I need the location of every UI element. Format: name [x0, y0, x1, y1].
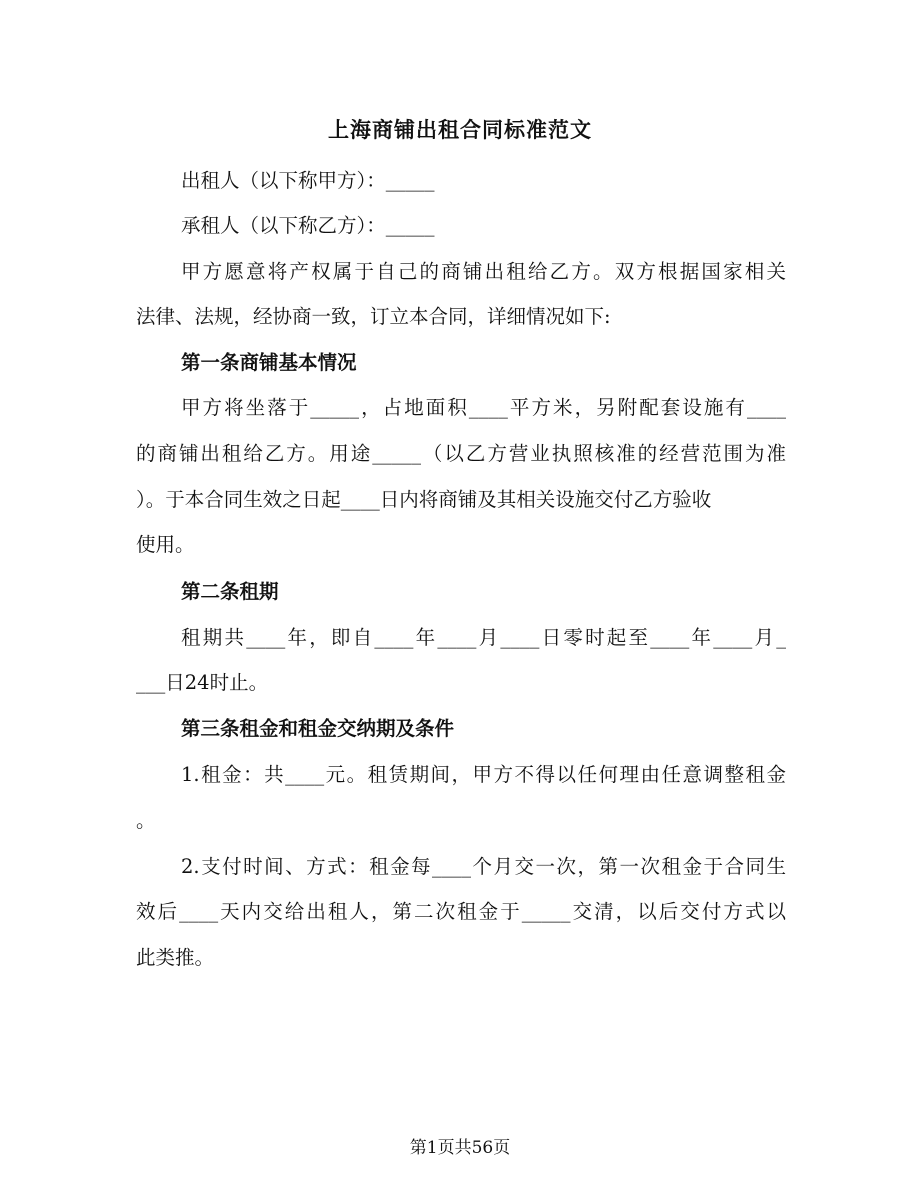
page-number-footer: 第1页共56页 — [409, 1138, 511, 1158]
section2-line-2: ___日24时止。 — [136, 671, 269, 694]
paragraph-intro-line-1: 甲方愿意将产权属于自己的商铺出租给乙方。双方根据国家相关 — [181, 260, 786, 283]
section-heading-2: 第二条租期 — [181, 580, 279, 603]
section3-item2-line-3: 此类推。 — [136, 946, 215, 969]
section2-line-1: 租期共____年，即自____年____月____日零时起至____年____月_ — [181, 626, 786, 649]
section1-line-2: 的商铺出租给乙方。用途_____（以乙方营业执照核准的经营范围为准 — [136, 442, 786, 465]
section1-line-1: 甲方将坐落于_____，占地面积____平方米，另附配套设施有____ — [181, 396, 786, 419]
lessee-line: 承租人（以下称乙方）：_____ — [181, 214, 435, 237]
paragraph-intro-line-2: 法律、法规，经协商一致，订立本合同，详细情况如下: — [136, 305, 611, 328]
section-heading-1: 第一条商铺基本情况 — [181, 351, 357, 374]
section3-item2-line-1: 2.支付时间、方式：租金每____个月交一次，第一次租金于合同生 — [181, 855, 786, 878]
section1-line-4: 使用。 — [136, 533, 195, 556]
section3-item1-line-2: 。 — [136, 809, 156, 832]
section3-item2-line-2: 效后____天内交给出租人，第二次租金于_____交清，以后交付方式以 — [136, 900, 786, 923]
document-title: 上海商铺出租合同标准范文 — [328, 117, 592, 142]
section1-line-3: ）。于本合同生效之日起____日内将商铺及其相关设施交付乙方验收 — [136, 488, 712, 511]
section3-item1-line-1: 1.租金：共____元。租赁期间，甲方不得以任何理由任意调整租金 — [181, 763, 786, 786]
lessor-line: 出租人（以下称甲方）：_____ — [181, 169, 435, 192]
section-heading-3: 第三条租金和租金交纳期及条件 — [181, 717, 455, 740]
